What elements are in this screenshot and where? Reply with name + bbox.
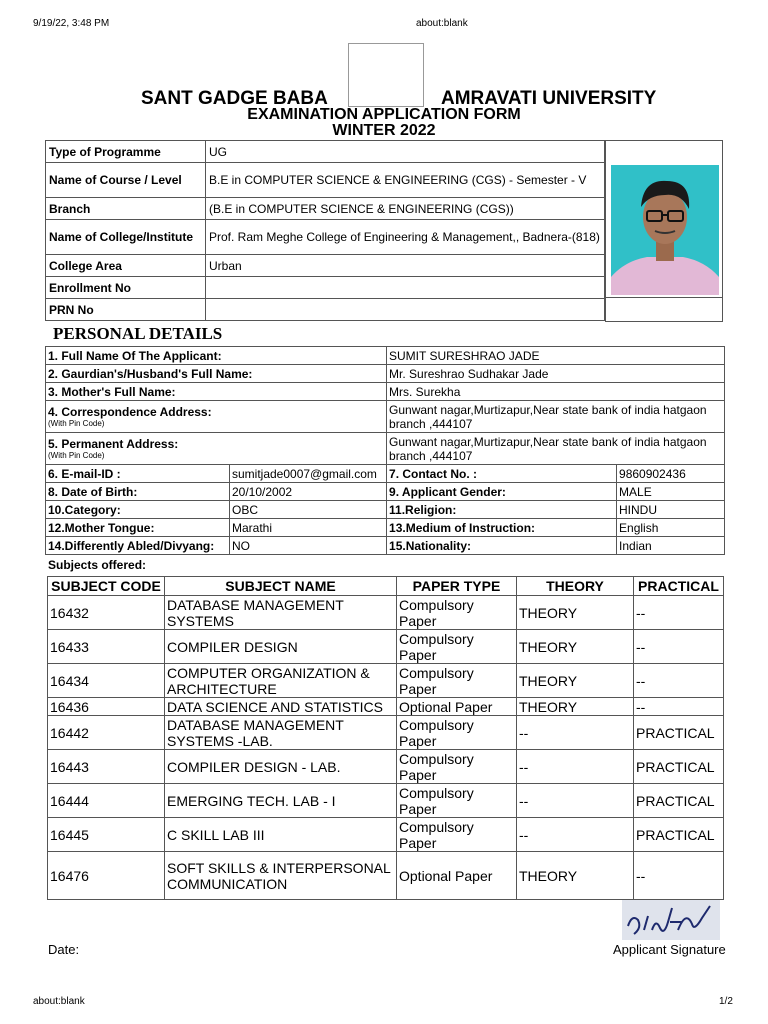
- programme-row: [46, 299, 605, 321]
- table-row: [48, 852, 724, 900]
- cell-code: 16476: [48, 852, 165, 900]
- exam-session: WINTER 2022: [332, 122, 436, 139]
- cell-type: Optional Paper: [397, 852, 517, 900]
- cell-name: EMERGING TECH. LAB - I: [165, 784, 397, 818]
- row-value: B.E in COMPUTER SCIENCE & ENGINEERING (CGS) - Semester - V: [206, 163, 605, 198]
- value-nationality: Indian: [617, 537, 725, 555]
- section-heading-personal: PERSONAL DETAILS: [53, 324, 223, 343]
- cell-code: 16444: [48, 784, 165, 818]
- cell-type: Compulsory Paper: [397, 664, 517, 698]
- cell-type: Compulsory Paper: [397, 716, 517, 750]
- university-logo: [348, 43, 424, 107]
- label-nationality: 15.Nationality:: [387, 537, 617, 555]
- pin-note: (With Pin Code): [48, 419, 105, 428]
- programme-row: [46, 220, 605, 255]
- cell-type: Compulsory Paper: [397, 630, 517, 664]
- value-dob: 20/10/2002: [230, 483, 387, 501]
- cell-code: 16443: [48, 750, 165, 784]
- cell-practical: --: [634, 630, 724, 664]
- label-full-name: 1. Full Name Of The Applicant:: [46, 347, 387, 365]
- col-header: SUBJECT NAME: [165, 577, 397, 596]
- cell-name: DATA SCIENCE AND STATISTICS: [165, 698, 397, 716]
- cell-type: Compulsory Paper: [397, 596, 517, 630]
- cell-practical: PRACTICAL: [634, 818, 724, 852]
- cell-practical: --: [634, 698, 724, 716]
- value-gender: MALE: [617, 483, 725, 501]
- subjects-table: [47, 576, 724, 900]
- cell-theory: THEORY: [517, 698, 634, 716]
- table-row: [48, 818, 724, 852]
- label-email: 6. E-mail-ID :: [46, 465, 230, 483]
- cell-code: 16442: [48, 716, 165, 750]
- print-url: about:blank: [416, 18, 468, 29]
- value-category: OBC: [230, 501, 387, 519]
- programme-row: [46, 141, 605, 163]
- label-contact: 7. Contact No. :: [387, 465, 617, 483]
- cell-type: Compulsory Paper: [397, 818, 517, 852]
- programme-row: [46, 198, 605, 220]
- cell-theory: THEORY: [517, 630, 634, 664]
- programme-row: [46, 277, 605, 299]
- cell-practical: PRACTICAL: [634, 716, 724, 750]
- university-name-right: AMRAVATI UNIVERSITY: [441, 88, 657, 109]
- value-disabled: NO: [230, 537, 387, 555]
- page-number: 1/2: [719, 996, 733, 1007]
- cell-practical: --: [634, 664, 724, 698]
- cell-theory: --: [517, 750, 634, 784]
- cell-theory: THEORY: [517, 664, 634, 698]
- university-name-left: SANT GADGE BABA: [141, 88, 328, 109]
- value-contact: 9860902436: [617, 465, 725, 483]
- cell-theory: --: [517, 716, 634, 750]
- row-label: Enrollment No: [46, 277, 206, 299]
- value-mother-tongue: Marathi: [230, 519, 387, 537]
- signature-image: [622, 900, 720, 940]
- row-label: Name of College/Institute: [46, 220, 206, 255]
- row-label: Branch: [46, 198, 206, 220]
- row-label: PRN No: [46, 299, 206, 321]
- cell-practical: --: [634, 852, 724, 900]
- label-medium: 13.Medium of Instruction:: [387, 519, 617, 537]
- cell-type: Compulsory Paper: [397, 784, 517, 818]
- value-guardian: Mr. Sureshrao Sudhakar Jade: [387, 365, 725, 383]
- cell-code: 16432: [48, 596, 165, 630]
- cell-code: 16434: [48, 664, 165, 698]
- programme-row: [46, 163, 605, 198]
- table-row: [48, 750, 724, 784]
- row-value: [206, 299, 605, 321]
- label-category: 10.Category:: [46, 501, 230, 519]
- row-label: Type of Programme: [46, 141, 206, 163]
- cell-theory: --: [517, 818, 634, 852]
- programme-row: [46, 255, 605, 277]
- col-header: THEORY: [517, 577, 634, 596]
- label-religion: 11.Religion:: [387, 501, 617, 519]
- row-value: [206, 277, 605, 299]
- value-perm-address: Gunwant nagar,Murtizapur,Near state bank of india hatgaon branch ,444107: [387, 433, 725, 465]
- subjects-heading: Subjects offered:: [48, 558, 147, 572]
- cell-practical: PRACTICAL: [634, 784, 724, 818]
- personal-table: [45, 346, 725, 555]
- table-row: [48, 596, 724, 630]
- label-disabled: 14.Differently Abled/Divyang:: [46, 537, 230, 555]
- cell-name: COMPUTER ORGANIZATION & ARCHITECTURE: [165, 664, 397, 698]
- table-row: [48, 664, 724, 698]
- cell-type: Compulsory Paper: [397, 750, 517, 784]
- value-email: sumitjade0007@gmail.com: [230, 465, 387, 483]
- cell-name: COMPILER DESIGN - LAB.: [165, 750, 397, 784]
- table-row: [48, 716, 724, 750]
- row-value: Urban: [206, 255, 605, 277]
- row-label: Name of Course / Level: [46, 163, 206, 198]
- pin-note: (With Pin Code): [48, 451, 105, 460]
- cell-code: 16436: [48, 698, 165, 716]
- photo-frame-bottom: [605, 298, 723, 322]
- label-mother-tongue: 12.Mother Tongue:: [46, 519, 230, 537]
- cell-theory: THEORY: [517, 852, 634, 900]
- cell-practical: PRACTICAL: [634, 750, 724, 784]
- table-row: [48, 698, 724, 716]
- col-header: SUBJECT CODE: [48, 577, 165, 596]
- table-row: [48, 784, 724, 818]
- label-perm-address: 5. Permanent Address:: [48, 437, 179, 451]
- row-value: UG: [206, 141, 605, 163]
- cell-practical: --: [634, 596, 724, 630]
- cell-theory: THEORY: [517, 596, 634, 630]
- label-gender: 9. Applicant Gender:: [387, 483, 617, 501]
- cell-name: SOFT SKILLS & INTERPERSONAL COMMUNICATION: [165, 852, 397, 900]
- cell-code: 16433: [48, 630, 165, 664]
- label-corr-address: 4. Correspondence Address:: [48, 405, 212, 419]
- row-label: College Area: [46, 255, 206, 277]
- cell-type: Optional Paper: [397, 698, 517, 716]
- value-mother: Mrs. Surekha: [387, 383, 725, 401]
- label-mother: 3. Mother's Full Name:: [46, 383, 387, 401]
- signature-label: Applicant Signature: [613, 942, 726, 957]
- label-guardian: 2. Gaurdian's/Husband's Full Name:: [46, 365, 387, 383]
- applicant-photo: [611, 165, 719, 295]
- cell-name: DATABASE MANAGEMENT SYSTEMS -LAB.: [165, 716, 397, 750]
- cell-name: COMPILER DESIGN: [165, 630, 397, 664]
- cell-theory: --: [517, 784, 634, 818]
- value-corr-address: Gunwant nagar,Murtizapur,Near state bank of india hatgaon branch ,444107: [387, 401, 725, 433]
- col-header: PRACTICAL: [634, 577, 724, 596]
- label-dob: 8. Date of Birth:: [46, 483, 230, 501]
- cell-code: 16445: [48, 818, 165, 852]
- value-religion: HINDU: [617, 501, 725, 519]
- row-value: (B.E in COMPUTER SCIENCE & ENGINEERING (CGS)): [206, 198, 605, 220]
- cell-name: C SKILL LAB III: [165, 818, 397, 852]
- value-full-name: SUMIT SURESHRAO JADE: [387, 347, 725, 365]
- programme-table: [45, 140, 605, 321]
- footer-url: about:blank: [33, 996, 85, 1007]
- row-value: Prof. Ram Meghe College of Engineering & Management,, Badnera-(818): [206, 220, 605, 255]
- print-datetime: 9/19/22, 3:48 PM: [33, 18, 110, 29]
- date-label: Date:: [48, 942, 80, 957]
- table-row: [48, 630, 724, 664]
- form-title: EXAMINATION APPLICATION FORM: [247, 106, 521, 123]
- col-header: PAPER TYPE: [397, 577, 517, 596]
- photo-frame: [605, 140, 723, 298]
- cell-name: DATABASE MANAGEMENT SYSTEMS: [165, 596, 397, 630]
- value-medium: English: [617, 519, 725, 537]
